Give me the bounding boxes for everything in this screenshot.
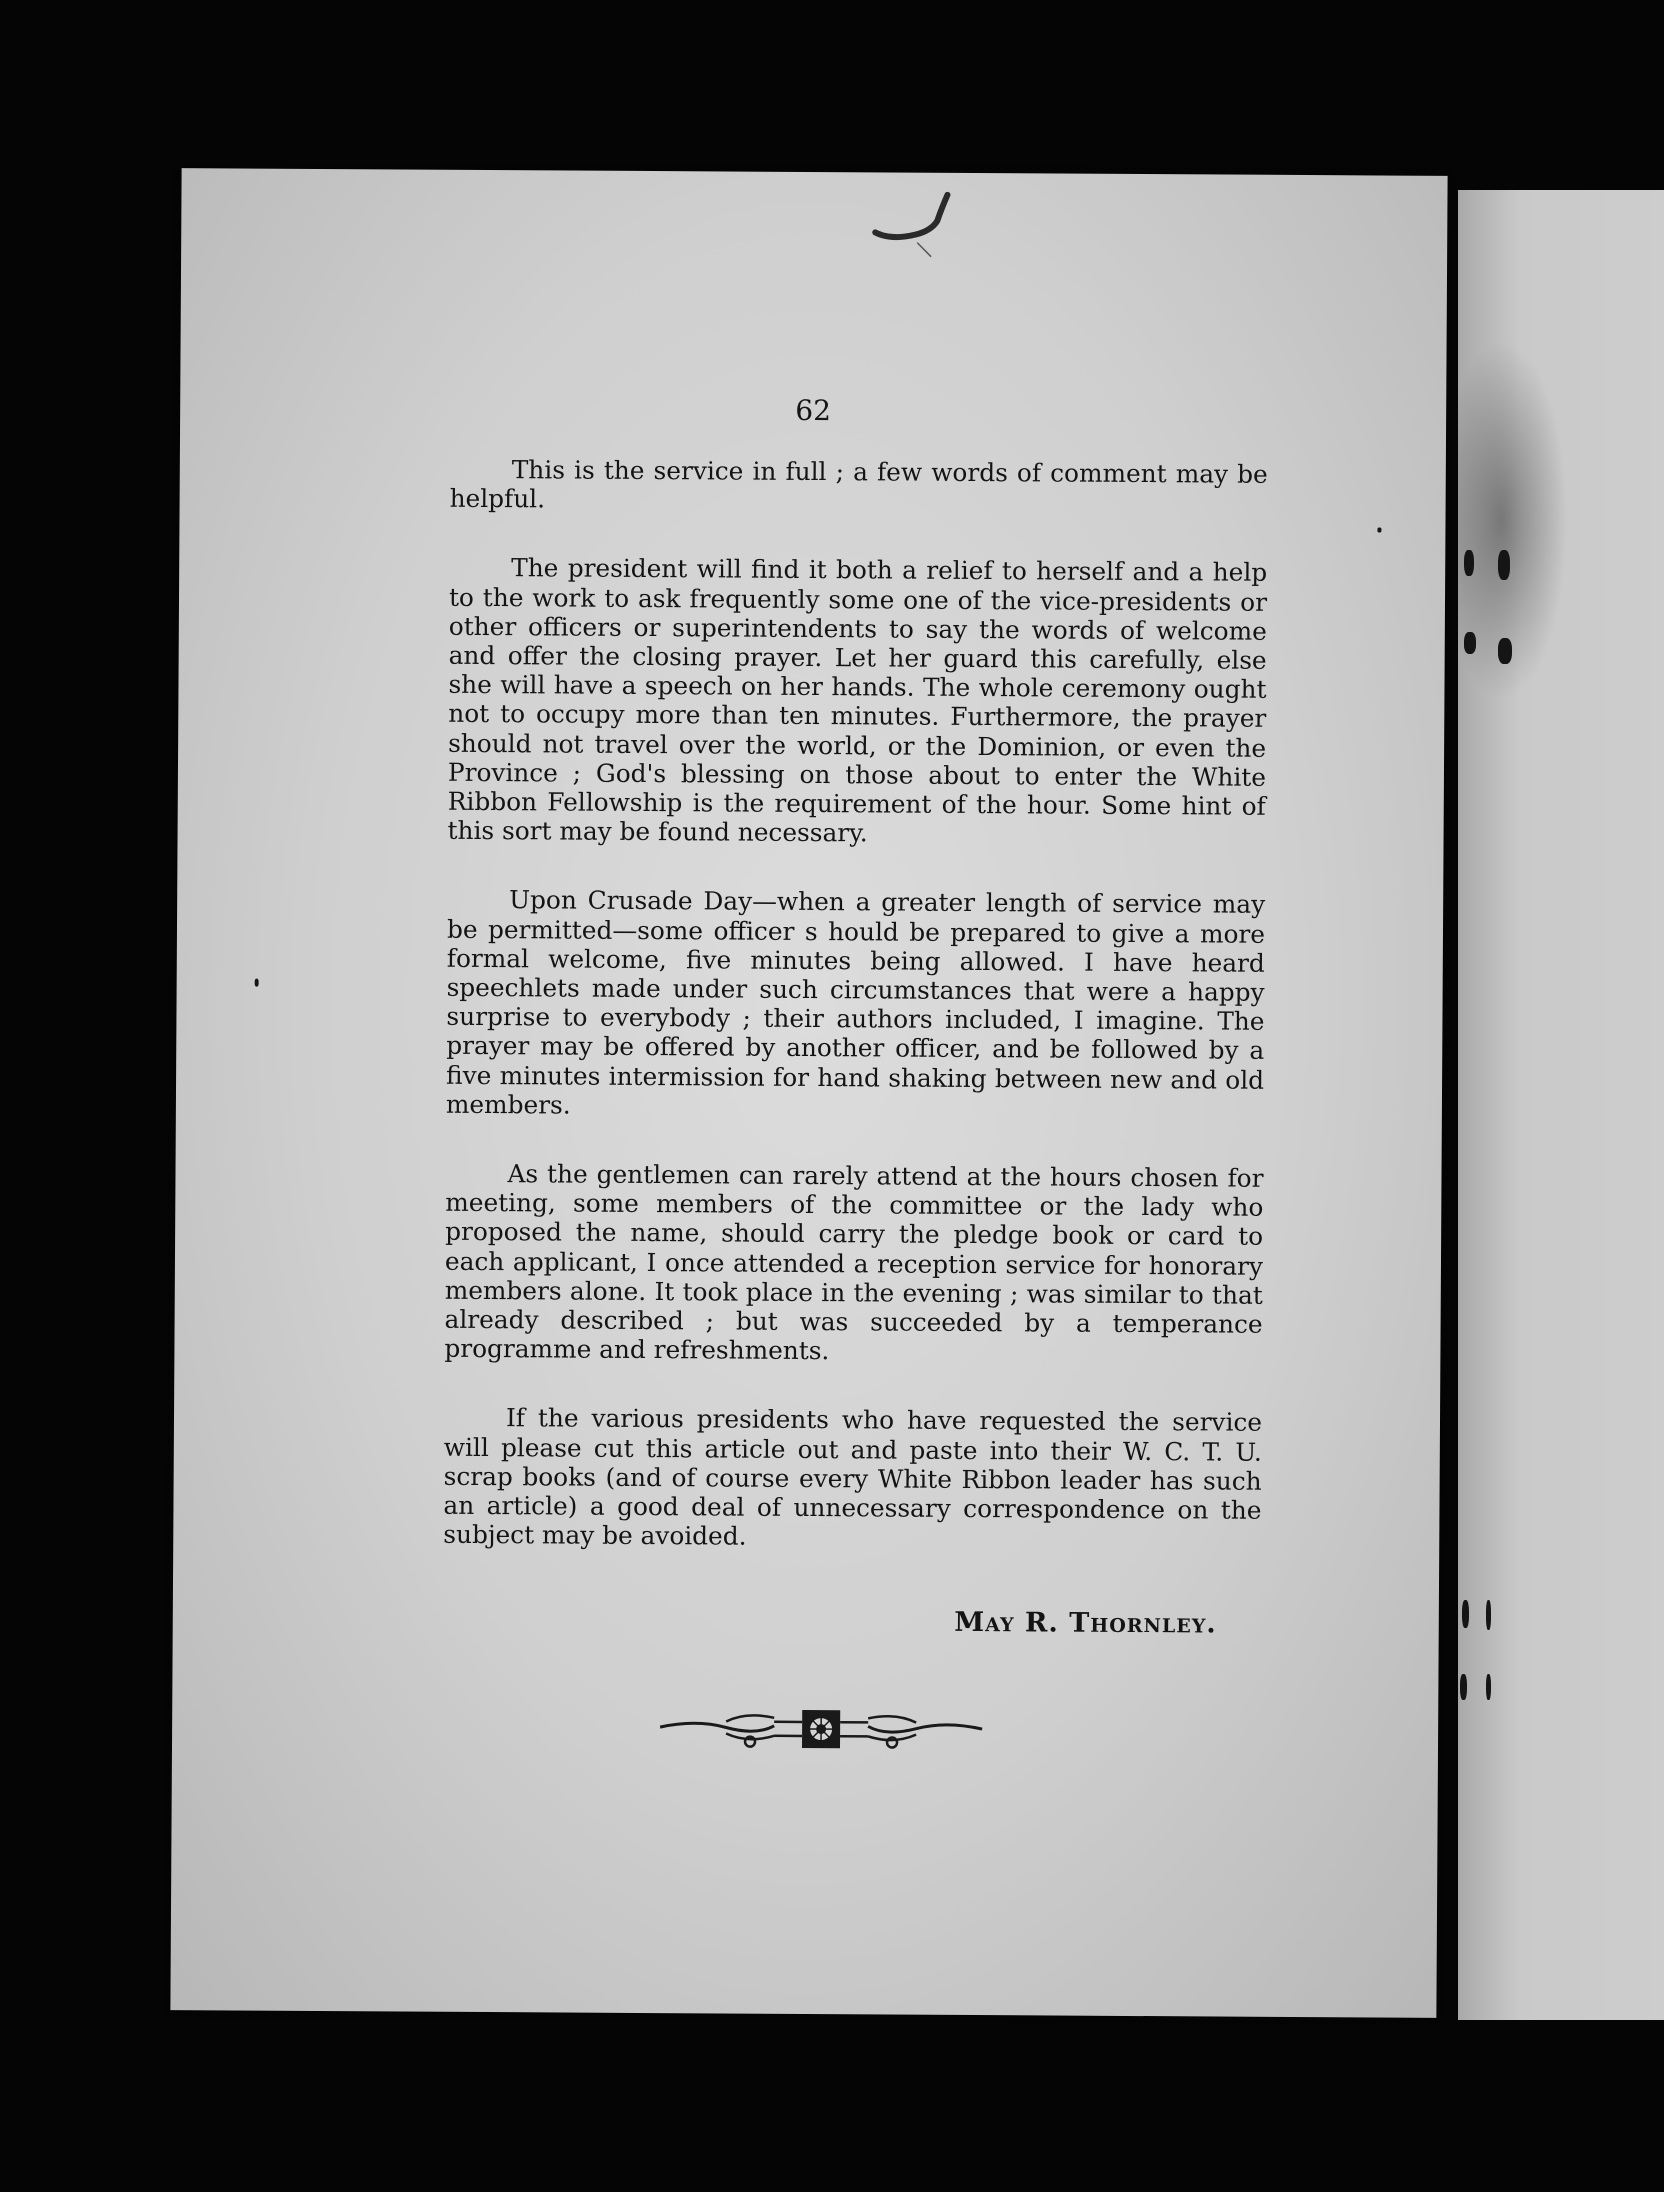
adjacent-page-edge: [1458, 190, 1664, 2020]
ink-blot: [1498, 638, 1512, 664]
decorative-scroll-ornament-icon: [656, 1697, 986, 1759]
article-body: [443, 455, 1268, 1594]
paragraph: Upon Crusade Day—when a greater length of service may be permitted—some officer s hould be prepared to give a more formal welcome, five minutes being allowed. I have heard speechlets made under such circumstances that were a happy surprise to everybody ; their authors included, I imagine. The prayer may be offered by another officer, and be followed by a five minutes intermission for hand shaking between new and old members.: [445, 885, 1266, 1120]
document-page: [170, 168, 1447, 2018]
page-speck: [1377, 527, 1381, 532]
paragraph: The president will find it both a relief to herself and a help to the work to ask frequently some one of the vice-presidents or other officers or superintendents to say the words of welcome and offer the closing prayer. Let her guard this carefully, else she will have a speech on her hands. The whole ceremony ought not to occupy more than ten minutes. Furthermore, the prayer should not travel over the world, or the Dominion, or even the Province ; God's blessing on those about to enter the White Ribbon Fellowship is the requirement of the hour. Some hint of this sort may be found necessary.: [447, 553, 1268, 848]
ink-blot: [1464, 632, 1476, 654]
ink-blot: [1462, 1600, 1469, 1628]
ink-blot: [1464, 550, 1474, 576]
page-number: 62: [795, 393, 832, 428]
ink-blot: [1486, 1600, 1491, 1630]
paragraph: This is the service in full ; a few words of comment may be helpful.: [449, 455, 1268, 514]
author-signature: May R. Thornley.: [954, 1606, 1217, 1640]
ink-blot: [1498, 550, 1510, 580]
ink-blot: [1486, 1674, 1491, 1700]
ink-blot: [1460, 1674, 1467, 1700]
paragraph: If the various presidents who have requested the service will please cut this article out and paste into their W. C. T. U. scrap books (and of course every White Ribbon leader has such an article) a good deal of unnecessary correspondence on the subject may be avoided.: [443, 1403, 1263, 1551]
page-speck: [255, 979, 259, 987]
paragraph: As the gentlemen can rarely attend at the hours chosen for meeting, some members of the committee or the lady who proposed the name, should carry the pledge book or card to each applicant, I once attended a reception service for honorary members alone. It took place in the evening ; was similar to that already described ; but was succeeded by a temperance programme and refreshments.: [444, 1159, 1264, 1366]
pencil-mark-icon: [871, 190, 981, 261]
